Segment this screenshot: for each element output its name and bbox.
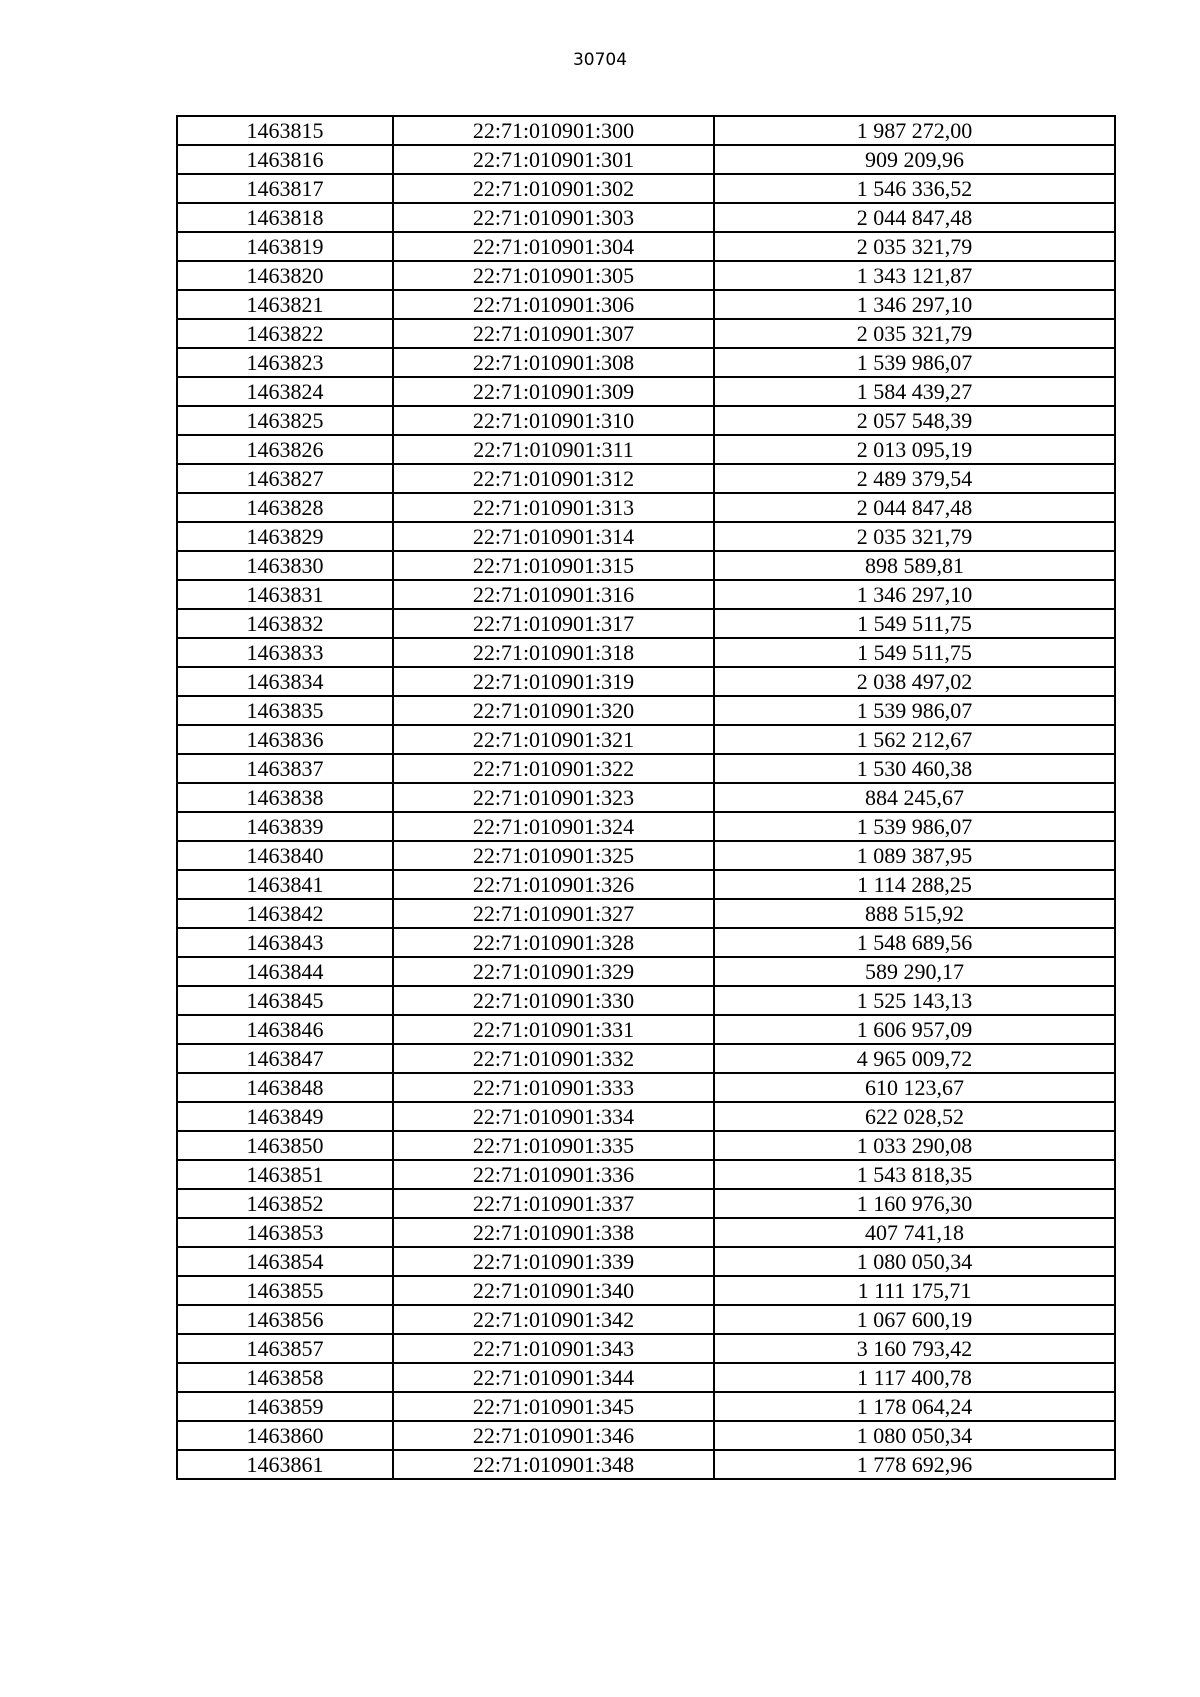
value-cell: 2 044 847,48 [714, 203, 1115, 232]
value-cell: 2 035 321,79 [714, 232, 1115, 261]
value-cell: 2 057 548,39 [714, 406, 1115, 435]
row-id-cell: 1463829 [177, 522, 393, 551]
row-id-cell: 1463845 [177, 986, 393, 1015]
data-table [176, 115, 1116, 1480]
row-id-cell: 1463847 [177, 1044, 393, 1073]
row-id-cell: 1463817 [177, 174, 393, 203]
table-row [177, 551, 1115, 580]
value-cell: 909 209,96 [714, 145, 1115, 174]
cadastral-number-cell: 22:71:010901:303 [393, 203, 714, 232]
value-cell: 1 539 986,07 [714, 812, 1115, 841]
row-id-cell: 1463840 [177, 841, 393, 870]
value-cell: 888 515,92 [714, 899, 1115, 928]
row-id-cell: 1463815 [177, 116, 393, 145]
row-id-cell: 1463849 [177, 1102, 393, 1131]
table-row [177, 261, 1115, 290]
value-cell: 1 033 290,08 [714, 1131, 1115, 1160]
row-id-cell: 1463828 [177, 493, 393, 522]
table-row [177, 957, 1115, 986]
table-row [177, 348, 1115, 377]
row-id-cell: 1463836 [177, 725, 393, 754]
row-id-cell: 1463822 [177, 319, 393, 348]
table-row [177, 174, 1115, 203]
row-id-cell: 1463838 [177, 783, 393, 812]
row-id-cell: 1463852 [177, 1189, 393, 1218]
table-row [177, 493, 1115, 522]
value-cell: 1 539 986,07 [714, 696, 1115, 725]
row-id-cell: 1463861 [177, 1450, 393, 1479]
value-cell: 1 546 336,52 [714, 174, 1115, 203]
cadastral-number-cell: 22:71:010901:310 [393, 406, 714, 435]
cadastral-number-cell: 22:71:010901:346 [393, 1421, 714, 1450]
table-row [177, 841, 1115, 870]
table-row [177, 1160, 1115, 1189]
cadastral-number-cell: 22:71:010901:304 [393, 232, 714, 261]
cadastral-number-cell: 22:71:010901:319 [393, 667, 714, 696]
cadastral-number-cell: 22:71:010901:328 [393, 928, 714, 957]
row-id-cell: 1463857 [177, 1334, 393, 1363]
value-cell: 1 584 439,27 [714, 377, 1115, 406]
cadastral-number-cell: 22:71:010901:320 [393, 696, 714, 725]
table-row [177, 1131, 1115, 1160]
table-row [177, 464, 1115, 493]
row-id-cell: 1463848 [177, 1073, 393, 1102]
cadastral-number-cell: 22:71:010901:321 [393, 725, 714, 754]
value-cell: 2 489 379,54 [714, 464, 1115, 493]
cadastral-number-cell: 22:71:010901:329 [393, 957, 714, 986]
table-row [177, 609, 1115, 638]
cadastral-number-cell: 22:71:010901:337 [393, 1189, 714, 1218]
row-id-cell: 1463839 [177, 812, 393, 841]
value-cell: 2 013 095,19 [714, 435, 1115, 464]
cadastral-number-cell: 22:71:010901:335 [393, 1131, 714, 1160]
table-row [177, 725, 1115, 754]
value-cell: 1 525 143,13 [714, 986, 1115, 1015]
value-cell: 1 549 511,75 [714, 609, 1115, 638]
row-id-cell: 1463860 [177, 1421, 393, 1450]
page-number: 30704 [572, 50, 628, 70]
row-id-cell: 1463830 [177, 551, 393, 580]
value-cell: 1 549 511,75 [714, 638, 1115, 667]
value-cell: 1 089 387,95 [714, 841, 1115, 870]
value-cell: 1 114 288,25 [714, 870, 1115, 899]
cadastral-number-cell: 22:71:010901:340 [393, 1276, 714, 1305]
cadastral-number-cell: 22:71:010901:300 [393, 116, 714, 145]
cadastral-number-cell: 22:71:010901:326 [393, 870, 714, 899]
row-id-cell: 1463824 [177, 377, 393, 406]
row-id-cell: 1463820 [177, 261, 393, 290]
row-id-cell: 1463835 [177, 696, 393, 725]
cadastral-number-cell: 22:71:010901:312 [393, 464, 714, 493]
cadastral-number-cell: 22:71:010901:330 [393, 986, 714, 1015]
table-row [177, 1247, 1115, 1276]
value-cell: 1 346 297,10 [714, 580, 1115, 609]
cadastral-number-cell: 22:71:010901:311 [393, 435, 714, 464]
cadastral-number-cell: 22:71:010901:301 [393, 145, 714, 174]
table-row [177, 232, 1115, 261]
cadastral-number-cell: 22:71:010901:331 [393, 1015, 714, 1044]
row-id-cell: 1463854 [177, 1247, 393, 1276]
row-id-cell: 1463826 [177, 435, 393, 464]
cadastral-number-cell: 22:71:010901:332 [393, 1044, 714, 1073]
cadastral-number-cell: 22:71:010901:316 [393, 580, 714, 609]
row-id-cell: 1463819 [177, 232, 393, 261]
table-row [177, 1363, 1115, 1392]
table-row [177, 435, 1115, 464]
table-body [177, 116, 1115, 1479]
table-row [177, 406, 1115, 435]
value-cell: 1 539 986,07 [714, 348, 1115, 377]
row-id-cell: 1463827 [177, 464, 393, 493]
table-row [177, 1189, 1115, 1218]
cadastral-number-cell: 22:71:010901:327 [393, 899, 714, 928]
value-cell: 1 987 272,00 [714, 116, 1115, 145]
row-id-cell: 1463851 [177, 1160, 393, 1189]
row-id-cell: 1463823 [177, 348, 393, 377]
row-id-cell: 1463842 [177, 899, 393, 928]
value-cell: 3 160 793,42 [714, 1334, 1115, 1363]
table-row [177, 870, 1115, 899]
value-cell: 1 117 400,78 [714, 1363, 1115, 1392]
row-id-cell: 1463834 [177, 667, 393, 696]
value-cell: 4 965 009,72 [714, 1044, 1115, 1073]
cadastral-number-cell: 22:71:010901:334 [393, 1102, 714, 1131]
value-cell: 1 080 050,34 [714, 1247, 1115, 1276]
cadastral-number-cell: 22:71:010901:313 [393, 493, 714, 522]
row-id-cell: 1463855 [177, 1276, 393, 1305]
value-cell: 1 562 212,67 [714, 725, 1115, 754]
value-cell: 622 028,52 [714, 1102, 1115, 1131]
row-id-cell: 1463843 [177, 928, 393, 957]
row-id-cell: 1463844 [177, 957, 393, 986]
row-id-cell: 1463856 [177, 1305, 393, 1334]
cadastral-number-cell: 22:71:010901:317 [393, 609, 714, 638]
row-id-cell: 1463831 [177, 580, 393, 609]
value-cell: 2 035 321,79 [714, 522, 1115, 551]
table-row [177, 638, 1115, 667]
value-cell: 884 245,67 [714, 783, 1115, 812]
table-row [177, 899, 1115, 928]
value-cell: 1 067 600,19 [714, 1305, 1115, 1334]
table-row [177, 116, 1115, 145]
table-row [177, 696, 1115, 725]
cadastral-number-cell: 22:71:010901:333 [393, 1073, 714, 1102]
cadastral-number-cell: 22:71:010901:306 [393, 290, 714, 319]
value-cell: 2 038 497,02 [714, 667, 1115, 696]
table-row [177, 1392, 1115, 1421]
table-row [177, 1015, 1115, 1044]
value-cell: 1 343 121,87 [714, 261, 1115, 290]
table-row [177, 1073, 1115, 1102]
value-cell: 2 044 847,48 [714, 493, 1115, 522]
value-cell: 1 530 460,38 [714, 754, 1115, 783]
row-id-cell: 1463850 [177, 1131, 393, 1160]
cadastral-number-cell: 22:71:010901:322 [393, 754, 714, 783]
row-id-cell: 1463818 [177, 203, 393, 232]
cadastral-number-cell: 22:71:010901:323 [393, 783, 714, 812]
row-id-cell: 1463841 [177, 870, 393, 899]
table-row [177, 580, 1115, 609]
row-id-cell: 1463846 [177, 1015, 393, 1044]
table-row [177, 1276, 1115, 1305]
cadastral-number-cell: 22:71:010901:309 [393, 377, 714, 406]
row-id-cell: 1463833 [177, 638, 393, 667]
table-row [177, 522, 1115, 551]
cadastral-number-cell: 22:71:010901:348 [393, 1450, 714, 1479]
cadastral-number-cell: 22:71:010901:344 [393, 1363, 714, 1392]
table-row [177, 812, 1115, 841]
table-row [177, 290, 1115, 319]
value-cell: 1 778 692,96 [714, 1450, 1115, 1479]
cadastral-number-cell: 22:71:010901:307 [393, 319, 714, 348]
table-row [177, 1305, 1115, 1334]
row-id-cell: 1463859 [177, 1392, 393, 1421]
cadastral-number-cell: 22:71:010901:339 [393, 1247, 714, 1276]
row-id-cell: 1463858 [177, 1363, 393, 1392]
table-row [177, 203, 1115, 232]
table-row [177, 1450, 1115, 1479]
value-cell: 1 346 297,10 [714, 290, 1115, 319]
value-cell: 589 290,17 [714, 957, 1115, 986]
cadastral-number-cell: 22:71:010901:325 [393, 841, 714, 870]
cadastral-number-cell: 22:71:010901:318 [393, 638, 714, 667]
table-row [177, 377, 1115, 406]
cadastral-number-cell: 22:71:010901:342 [393, 1305, 714, 1334]
value-cell: 1 606 957,09 [714, 1015, 1115, 1044]
row-id-cell: 1463821 [177, 290, 393, 319]
value-cell: 1 160 976,30 [714, 1189, 1115, 1218]
value-cell: 1 111 175,71 [714, 1276, 1115, 1305]
table-row [177, 1334, 1115, 1363]
cadastral-number-cell: 22:71:010901:305 [393, 261, 714, 290]
table-row [177, 145, 1115, 174]
value-cell: 1 543 818,35 [714, 1160, 1115, 1189]
cadastral-number-cell: 22:71:010901:336 [393, 1160, 714, 1189]
table-row [177, 986, 1115, 1015]
value-cell: 1 548 689,56 [714, 928, 1115, 957]
table-row [177, 1044, 1115, 1073]
table-row [177, 783, 1115, 812]
row-id-cell: 1463816 [177, 145, 393, 174]
cadastral-number-cell: 22:71:010901:315 [393, 551, 714, 580]
table-row [177, 1421, 1115, 1450]
table-row [177, 754, 1115, 783]
row-id-cell: 1463837 [177, 754, 393, 783]
cadastral-number-cell: 22:71:010901:345 [393, 1392, 714, 1421]
table-row [177, 928, 1115, 957]
table-row [177, 1102, 1115, 1131]
value-cell: 407 741,18 [714, 1218, 1115, 1247]
value-cell: 610 123,67 [714, 1073, 1115, 1102]
value-cell: 1 178 064,24 [714, 1392, 1115, 1421]
value-cell: 2 035 321,79 [714, 319, 1115, 348]
row-id-cell: 1463825 [177, 406, 393, 435]
row-id-cell: 1463853 [177, 1218, 393, 1247]
value-cell: 898 589,81 [714, 551, 1115, 580]
table-row [177, 319, 1115, 348]
row-id-cell: 1463832 [177, 609, 393, 638]
cadastral-number-cell: 22:71:010901:302 [393, 174, 714, 203]
cadastral-number-cell: 22:71:010901:308 [393, 348, 714, 377]
cadastral-number-cell: 22:71:010901:324 [393, 812, 714, 841]
cadastral-number-cell: 22:71:010901:338 [393, 1218, 714, 1247]
table-row [177, 1218, 1115, 1247]
cadastral-number-cell: 22:71:010901:314 [393, 522, 714, 551]
value-cell: 1 080 050,34 [714, 1421, 1115, 1450]
table-row [177, 667, 1115, 696]
cadastral-number-cell: 22:71:010901:343 [393, 1334, 714, 1363]
